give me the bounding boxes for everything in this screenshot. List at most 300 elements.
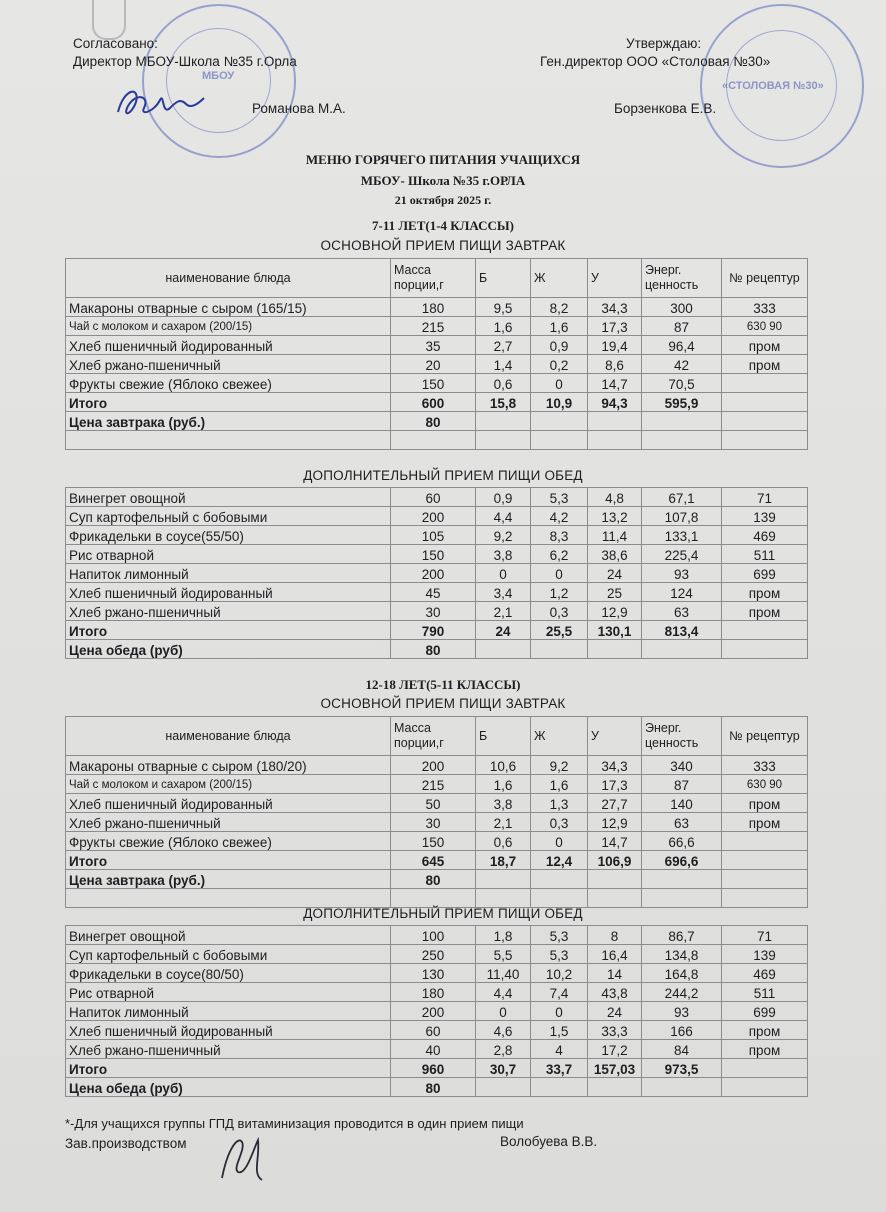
lunch-title-1: ДОПОЛНИТЕЛЬНЫЙ ПРИЕМ ПИЩИ ОБЕД — [303, 468, 583, 483]
total-recipe-empty — [722, 1059, 808, 1078]
cell-zh: 1,3 — [531, 794, 588, 813]
total-zh: 10,9 — [531, 393, 588, 412]
cell-name: Напиток лимонный — [66, 1002, 391, 1021]
cell-u: 43,8 — [588, 983, 642, 1002]
cell-b: 4,4 — [476, 983, 531, 1002]
cell-recipe: 71 — [722, 926, 808, 945]
cell-b: 1,6 — [476, 775, 531, 794]
cell-mass: 35 — [391, 336, 476, 355]
table-row — [66, 488, 808, 507]
age-group-2: 12-18 ЛЕТ(5-11 КЛАССЫ) — [365, 677, 521, 692]
spacer-cell — [66, 431, 391, 450]
table-row — [66, 964, 808, 983]
cell-b: 11,40 — [476, 964, 531, 983]
cell-name: Чай с молоком и сахаром (200/15) — [66, 775, 391, 794]
spacer-cell — [531, 889, 588, 908]
cell-zh: 10,2 — [531, 964, 588, 983]
cell-u: 12,9 — [588, 602, 642, 621]
cell-name: Винегрет овощной — [66, 926, 391, 945]
price-empty-cell — [476, 640, 531, 659]
cell-u: 16,4 — [588, 945, 642, 964]
table-row — [66, 564, 808, 583]
approval-left-position: Директор МБОУ-Школа №35 г.Орла — [73, 54, 297, 69]
price-empty-cell — [531, 640, 588, 659]
cell-name: Макароны отварные с сыром (180/20) — [66, 756, 391, 775]
price-empty-cell — [642, 640, 722, 659]
cell-energy: 244,2 — [642, 983, 722, 1002]
column-header-zh: Ж — [531, 717, 588, 756]
price-empty-cell — [642, 412, 722, 431]
cell-energy: 107,8 — [642, 507, 722, 526]
cell-name: Хлеб ржано-пшеничный — [66, 355, 391, 374]
spacer-cell — [66, 889, 391, 908]
cell-name: Хлеб ржано-пшеничный — [66, 602, 391, 621]
price-empty-cell — [476, 412, 531, 431]
table-row — [66, 602, 808, 621]
cell-b: 0,6 — [476, 374, 531, 393]
cell-zh: 0 — [531, 832, 588, 851]
cell-zh: 0 — [531, 1002, 588, 1021]
price-label: Цена обеда (руб) — [66, 640, 391, 659]
total-zh: 25,5 — [531, 621, 588, 640]
cell-mass: 105 — [391, 526, 476, 545]
cell-zh: 1,5 — [531, 1021, 588, 1040]
school-title: МБОУ- Школа №35 г.ОРЛА — [360, 173, 526, 188]
cell-recipe: пром — [722, 813, 808, 832]
total-mass: 600 — [391, 393, 476, 412]
total-recipe-empty — [722, 621, 808, 640]
total-row — [66, 621, 808, 640]
cell-u: 24 — [588, 564, 642, 583]
cell-mass: 150 — [391, 545, 476, 564]
cell-mass: 30 — [391, 813, 476, 832]
cell-u: 14,7 — [588, 832, 642, 851]
price-empty-cell — [722, 870, 808, 889]
cell-zh: 8,2 — [531, 298, 588, 317]
cell-u: 13,2 — [588, 507, 642, 526]
cell-name: Винегрет овощной — [66, 488, 391, 507]
column-header-mass: Масса порции,г — [391, 717, 476, 756]
table-row — [66, 355, 808, 374]
spacer-cell — [391, 889, 476, 908]
cell-mass: 20 — [391, 355, 476, 374]
total-row — [66, 1059, 808, 1078]
footer-name: Волобуева В.В. — [500, 1134, 598, 1149]
cell-energy: 86,7 — [642, 926, 722, 945]
cell-zh: 4,2 — [531, 507, 588, 526]
cell-u: 17,3 — [588, 775, 642, 794]
table-row — [66, 545, 808, 564]
cell-mass: 130 — [391, 964, 476, 983]
table-row — [66, 507, 808, 526]
cell-zh: 9,2 — [531, 756, 588, 775]
price-empty-cell — [588, 870, 642, 889]
cell-recipe: пром — [722, 355, 808, 374]
table-row — [66, 1021, 808, 1040]
cell-mass: 30 — [391, 602, 476, 621]
cell-zh: 0 — [531, 564, 588, 583]
cell-energy: 124 — [642, 583, 722, 602]
total-u: 94,3 — [588, 393, 642, 412]
table-row — [66, 526, 808, 545]
spacer-cell — [391, 431, 476, 450]
cell-mass: 100 — [391, 926, 476, 945]
table-row — [66, 374, 808, 393]
cell-mass: 150 — [391, 832, 476, 851]
cell-u: 14,7 — [588, 374, 642, 393]
cell-recipe: 469 — [722, 526, 808, 545]
cell-b: 3,8 — [476, 794, 531, 813]
cell-zh: 0,9 — [531, 336, 588, 355]
total-mass: 960 — [391, 1059, 476, 1078]
price-empty-cell — [642, 870, 722, 889]
price-empty-cell — [531, 1078, 588, 1097]
total-label: Итого — [66, 621, 391, 640]
price-row — [66, 640, 808, 659]
footer-note: *-Для учащихся группы ГПД витаминизация проводится в один прием пищи — [65, 1116, 524, 1131]
approval-left-name: Романова М.А. — [252, 101, 346, 116]
total-zh: 12,4 — [531, 851, 588, 870]
cell-mass: 200 — [391, 507, 476, 526]
cell-energy: 340 — [642, 756, 722, 775]
column-header-zh: Ж — [531, 259, 588, 298]
total-mass: 645 — [391, 851, 476, 870]
cell-u: 14 — [588, 964, 642, 983]
cell-energy: 63 — [642, 813, 722, 832]
cell-recipe: 699 — [722, 564, 808, 583]
price-empty-cell — [531, 870, 588, 889]
spacer-cell — [531, 431, 588, 450]
age-group-1: 7-11 ЛЕТ(1-4 КЛАССЫ) — [371, 218, 515, 233]
cell-energy: 166 — [642, 1021, 722, 1040]
cell-b: 2,1 — [476, 813, 531, 832]
table-row — [66, 926, 808, 945]
table-row — [66, 794, 808, 813]
cell-name: Хлеб пшеничный йодированный — [66, 583, 391, 602]
table-row — [66, 298, 808, 317]
spacer-row — [66, 889, 808, 908]
cell-energy: 225,4 — [642, 545, 722, 564]
spacer-cell — [476, 431, 531, 450]
total-b: 24 — [476, 621, 531, 640]
cell-name: Фрикадельки в соусе(80/50) — [66, 964, 391, 983]
table-row — [66, 1040, 808, 1059]
column-header-b: Б — [476, 259, 531, 298]
cell-mass: 45 — [391, 583, 476, 602]
cell-energy: 96,4 — [642, 336, 722, 355]
cell-b: 1,8 — [476, 926, 531, 945]
cell-energy: 134,8 — [642, 945, 722, 964]
menu-date: 21 октября 2025 г. — [394, 193, 492, 207]
cell-b: 2,7 — [476, 336, 531, 355]
total-row — [66, 393, 808, 412]
cell-recipe: 139 — [722, 507, 808, 526]
cell-u: 12,9 — [588, 813, 642, 832]
column-header-name: наименование блюда — [66, 259, 391, 298]
cell-zh: 0,2 — [531, 355, 588, 374]
total-recipe-empty — [722, 851, 808, 870]
price-value: 80 — [391, 870, 476, 889]
cell-mass: 180 — [391, 298, 476, 317]
cell-mass: 215 — [391, 317, 476, 336]
price-empty-cell — [531, 412, 588, 431]
column-header-name: наименование блюда — [66, 717, 391, 756]
cell-name: Хлеб ржано-пшеничный — [66, 1040, 391, 1059]
cell-b: 9,5 — [476, 298, 531, 317]
cell-recipe: пром — [722, 794, 808, 813]
total-u: 157,03 — [588, 1059, 642, 1078]
price-empty-cell — [722, 1078, 808, 1097]
cell-u: 25 — [588, 583, 642, 602]
cell-recipe: 511 — [722, 983, 808, 1002]
cell-zh: 5,3 — [531, 926, 588, 945]
cell-mass: 50 — [391, 794, 476, 813]
cell-energy: 67,1 — [642, 488, 722, 507]
cell-recipe: пром — [722, 1021, 808, 1040]
cell-energy: 84 — [642, 1040, 722, 1059]
table-row — [66, 317, 808, 336]
cell-name: Хлеб пшеничный йодированный — [66, 794, 391, 813]
cell-u: 19,4 — [588, 336, 642, 355]
footer-role: Зав.производством — [65, 1136, 187, 1151]
column-header-energy: Энерг. ценность — [642, 259, 722, 298]
cell-name: Хлеб пшеничный йодированный — [66, 336, 391, 355]
column-header-mass: Масса порции,г — [391, 259, 476, 298]
spacer-cell — [588, 889, 642, 908]
cell-mass: 60 — [391, 488, 476, 507]
cell-b: 4,4 — [476, 507, 531, 526]
cell-recipe: 630 90 — [722, 317, 808, 336]
table-row — [66, 945, 808, 964]
total-label: Итого — [66, 851, 391, 870]
cell-recipe: 511 — [722, 545, 808, 564]
spacer-cell — [476, 889, 531, 908]
table-row — [66, 775, 808, 794]
price-label: Цена обеда (руб) — [66, 1078, 391, 1097]
spacer-row — [66, 431, 808, 450]
cell-zh: 1,6 — [531, 775, 588, 794]
spacer-cell — [722, 889, 808, 908]
breakfast-table-2 — [65, 716, 808, 908]
price-row — [66, 412, 808, 431]
approval-left-label: Согласовано: — [73, 36, 158, 51]
cell-zh: 1,6 — [531, 317, 588, 336]
cell-mass: 200 — [391, 756, 476, 775]
cell-recipe — [722, 832, 808, 851]
cell-zh: 0,3 — [531, 813, 588, 832]
column-header-u: У — [588, 717, 642, 756]
total-u: 130,1 — [588, 621, 642, 640]
paper-clip — [92, 0, 126, 40]
cell-energy: 70,5 — [642, 374, 722, 393]
cell-b: 2,1 — [476, 602, 531, 621]
breakfast-table-1 — [65, 258, 808, 450]
cell-b: 1,4 — [476, 355, 531, 374]
cell-recipe: 71 — [722, 488, 808, 507]
cell-recipe: 333 — [722, 298, 808, 317]
price-empty-cell — [588, 412, 642, 431]
table-header-row — [66, 717, 808, 756]
cell-energy: 140 — [642, 794, 722, 813]
school-stamp-text: МБОУ — [202, 70, 235, 82]
cell-recipe: пром — [722, 602, 808, 621]
cell-recipe: пром — [722, 583, 808, 602]
cell-b: 9,2 — [476, 526, 531, 545]
lunch-table-2 — [65, 925, 808, 1097]
cell-energy: 164,8 — [642, 964, 722, 983]
cell-recipe: 139 — [722, 945, 808, 964]
cell-energy: 42 — [642, 355, 722, 374]
cell-mass: 150 — [391, 374, 476, 393]
cell-u: 27,7 — [588, 794, 642, 813]
cell-mass: 60 — [391, 1021, 476, 1040]
price-label: Цена завтрака (руб.) — [66, 412, 391, 431]
total-energy: 973,5 — [642, 1059, 722, 1078]
price-empty-cell — [722, 412, 808, 431]
cell-u: 38,6 — [588, 545, 642, 564]
total-b: 30,7 — [476, 1059, 531, 1078]
production-manager-signature — [212, 1128, 272, 1188]
cell-mass: 180 — [391, 983, 476, 1002]
price-empty-cell — [722, 640, 808, 659]
cell-u: 11,4 — [588, 526, 642, 545]
cell-b: 3,8 — [476, 545, 531, 564]
spacer-cell — [642, 889, 722, 908]
cell-mass: 215 — [391, 775, 476, 794]
total-recipe-empty — [722, 393, 808, 412]
cell-name: Напиток лимонный — [66, 564, 391, 583]
total-label: Итого — [66, 1059, 391, 1078]
total-energy: 813,4 — [642, 621, 722, 640]
menu-title: МЕНЮ ГОРЯЧЕГО ПИТАНИЯ УЧАЩИХСЯ — [305, 152, 581, 167]
total-energy: 696,6 — [642, 851, 722, 870]
cell-zh: 0,3 — [531, 602, 588, 621]
total-zh: 33,7 — [531, 1059, 588, 1078]
total-u: 106,9 — [588, 851, 642, 870]
cell-b: 4,6 — [476, 1021, 531, 1040]
table-row — [66, 813, 808, 832]
table-row — [66, 583, 808, 602]
cell-name: Фрукты свежие (Яблоко свежее) — [66, 832, 391, 851]
cell-u: 8,6 — [588, 355, 642, 374]
cell-energy: 133,1 — [642, 526, 722, 545]
cell-recipe: 469 — [722, 964, 808, 983]
column-header-energy: Энерг. ценность — [642, 717, 722, 756]
total-row — [66, 851, 808, 870]
cell-u: 17,2 — [588, 1040, 642, 1059]
spacer-cell — [722, 431, 808, 450]
lunch-title-2: ДОПОЛНИТЕЛЬНЫЙ ПРИЕМ ПИЩИ ОБЕД — [303, 906, 583, 921]
price-empty-cell — [476, 1078, 531, 1097]
cell-b: 0 — [476, 564, 531, 583]
cell-b: 3,4 — [476, 583, 531, 602]
cell-b: 0 — [476, 1002, 531, 1021]
total-b: 18,7 — [476, 851, 531, 870]
cell-name: Чай с молоком и сахаром (200/15) — [66, 317, 391, 336]
column-header-b: Б — [476, 717, 531, 756]
breakfast-title-2: ОСНОВНОЙ ПРИЕМ ПИЩИ ЗАВТРАК — [320, 696, 566, 711]
cell-energy: 87 — [642, 317, 722, 336]
table-row — [66, 983, 808, 1002]
cell-u: 17,3 — [588, 317, 642, 336]
table-row — [66, 832, 808, 851]
cell-zh: 5,3 — [531, 488, 588, 507]
cell-zh: 4 — [531, 1040, 588, 1059]
cell-mass: 200 — [391, 564, 476, 583]
price-value: 80 — [391, 1078, 476, 1097]
cell-u: 33,3 — [588, 1021, 642, 1040]
cell-recipe: пром — [722, 336, 808, 355]
total-b: 15,8 — [476, 393, 531, 412]
cell-b: 0,6 — [476, 832, 531, 851]
cell-zh: 5,3 — [531, 945, 588, 964]
cell-zh: 1,2 — [531, 583, 588, 602]
cell-energy: 93 — [642, 1002, 722, 1021]
cell-energy: 63 — [642, 602, 722, 621]
cell-name: Суп картофельный с бобовыми — [66, 507, 391, 526]
cell-b: 10,6 — [476, 756, 531, 775]
breakfast-title-1: ОСНОВНОЙ ПРИЕМ ПИЩИ ЗАВТРАК — [320, 238, 566, 253]
cell-recipe: пром — [722, 1040, 808, 1059]
cell-u: 34,3 — [588, 298, 642, 317]
cell-name: Рис отварной — [66, 983, 391, 1002]
cell-name: Рис отварной — [66, 545, 391, 564]
approval-right-label: Утверждаю: — [626, 36, 702, 51]
cell-zh: 8,3 — [531, 526, 588, 545]
cell-u: 24 — [588, 1002, 642, 1021]
cell-name: Фрикадельки в соусе(55/50) — [66, 526, 391, 545]
cell-zh: 7,4 — [531, 983, 588, 1002]
cell-energy: 93 — [642, 564, 722, 583]
cell-name: Хлеб ржано-пшеничный — [66, 813, 391, 832]
spacer-cell — [588, 431, 642, 450]
table-row — [66, 756, 808, 775]
column-header-u: У — [588, 259, 642, 298]
table-row — [66, 336, 808, 355]
price-empty-cell — [588, 640, 642, 659]
canteen-stamp-text: «СТОЛОВАЯ №30» — [722, 80, 824, 92]
approval-right-name: Борзенкова Е.В. — [614, 101, 717, 116]
price-row — [66, 1078, 808, 1097]
cell-u: 4,8 — [588, 488, 642, 507]
table-header-row — [66, 259, 808, 298]
total-energy: 595,9 — [642, 393, 722, 412]
total-mass: 790 — [391, 621, 476, 640]
price-empty-cell — [476, 870, 531, 889]
price-empty-cell — [588, 1078, 642, 1097]
cell-u: 34,3 — [588, 756, 642, 775]
spacer-cell — [642, 431, 722, 450]
director-signature — [110, 78, 210, 128]
cell-b: 5,5 — [476, 945, 531, 964]
column-header-recipe: № рецептур — [722, 259, 808, 298]
cell-energy: 300 — [642, 298, 722, 317]
cell-name: Суп картофельный с бобовыми — [66, 945, 391, 964]
cell-energy: 66,6 — [642, 832, 722, 851]
cell-mass: 200 — [391, 1002, 476, 1021]
lunch-table-1 — [65, 487, 808, 659]
cell-zh: 6,2 — [531, 545, 588, 564]
cell-u: 8 — [588, 926, 642, 945]
price-value: 80 — [391, 640, 476, 659]
cell-mass: 250 — [391, 945, 476, 964]
cell-b: 2,8 — [476, 1040, 531, 1059]
cell-name: Макароны отварные с сыром (165/15) — [66, 298, 391, 317]
cell-recipe: 699 — [722, 1002, 808, 1021]
price-value: 80 — [391, 412, 476, 431]
column-header-recipe: № рецептур — [722, 717, 808, 756]
cell-recipe — [722, 374, 808, 393]
